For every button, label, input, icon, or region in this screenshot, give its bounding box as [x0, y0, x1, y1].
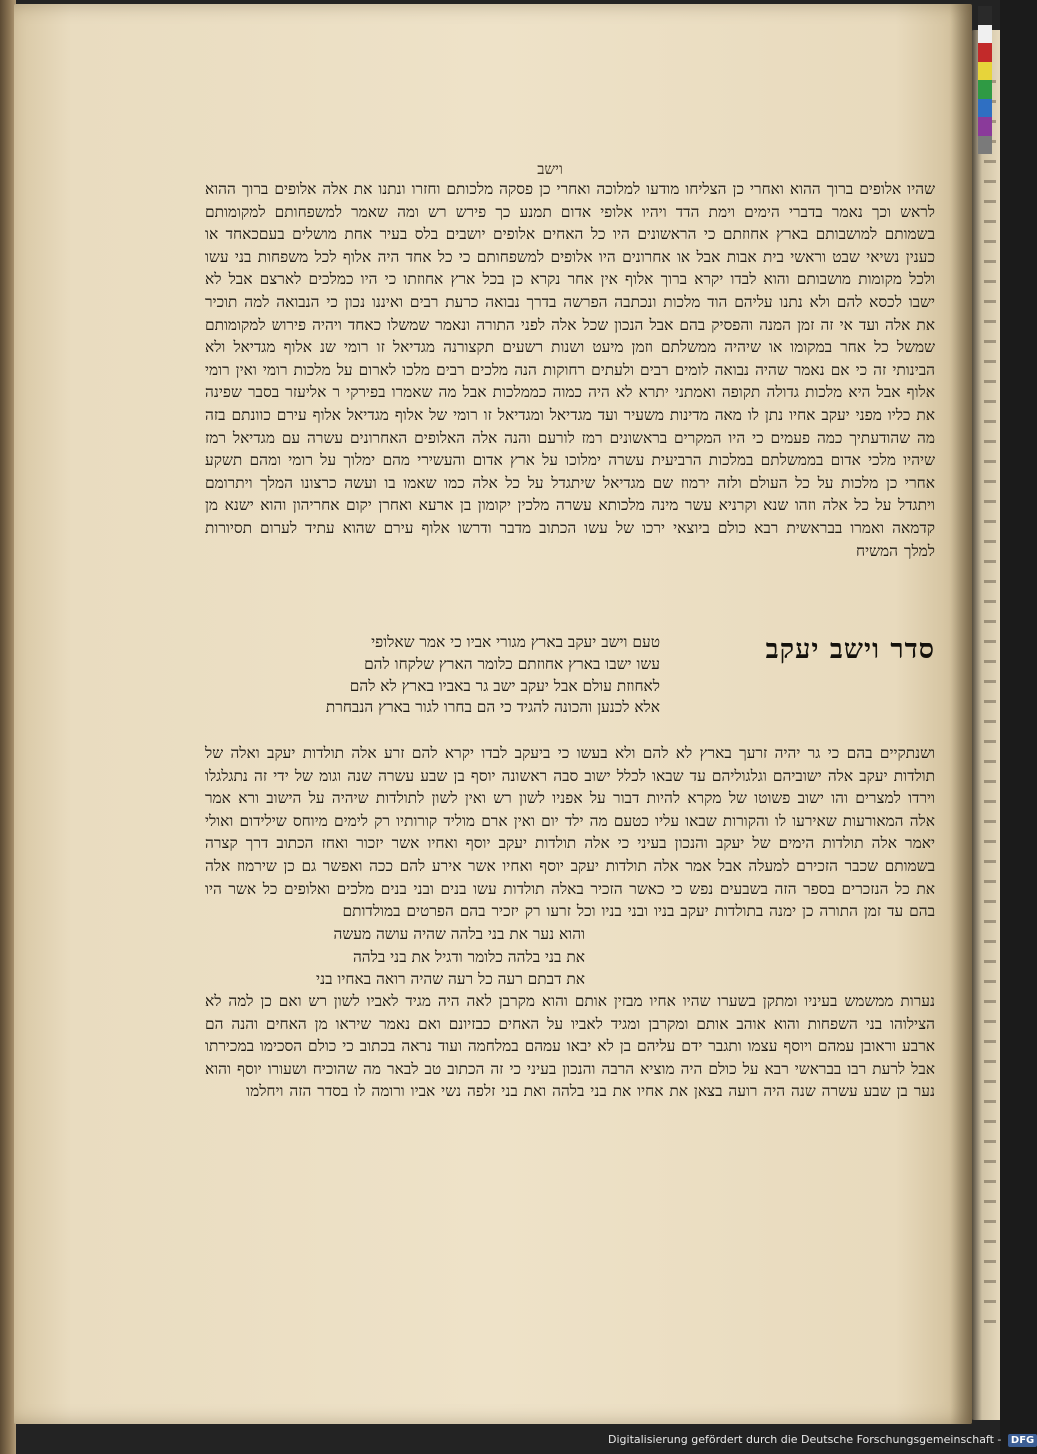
verse-line: עשו ישבו בארץ אחוזתם כלומר הארץ שלקחו להם [364, 654, 660, 673]
verse-lines-2 [205, 923, 585, 991]
dfg-logo: DFG [1008, 1434, 1037, 1447]
verse-line: את בני בלהה כלומר ודגיל את בני בלהה [352, 947, 585, 966]
credit-text: Digitalisierung gefördert durch die Deutsche Forschungsgemeinschaft - [608, 1433, 1002, 1446]
commentary-paragraph-1: שהיו אלופים ברוך ההוא ואחרי כן הצליחו מודעו למלוכה ואחרי כן פסקה מלכותם וחזרו ונתנו את אלה אלופים ברוך ההוא לראש וכך נאמר בדברי הימים וימת הדד ויהיו אלופי אדום תמנע כך פירש רש ומה שאמר למשפחותם למקומותם בשמותם למושבותם בארץ אחוזתם כי הראשונים היו כל האחים אלופים יושבים בלס בעיר אחת מושלים בעםכאחד או כענין נשיאי שבט וראשי בית אבות אבל או אחרונים היו אלופים למשפחותם כי כל אחד היה אלוף לכל משפחות בני עשו ולכל מקומות מושבותם והוא לבדו יקרא ברוך אלוף אין אחר נקרא כן בכל ארץ אחוזתו כי היו כמלכים לארצם אבל לא ישבו לכסא להם ולא נתנו עליהם הוד מלכות ונכתבה הפרשה בדרך נבואה כרעת רבים ואיננו נכון כי הנבואה למה תוכיר את אלה ועד אי זה זמן המנה והפסיק בהם אבל הנכון שכל אלה לפני התורה ונאמר שמשלו כאחד ויהיה פירוש למקומותם שמשל כל אחר במקומו או שיהיה ממשלתם וזמן מיעט ושנות רשעים תקצורנה מגדיאל זו רומי שנ אלוף מגדיאל ולא הבינותי זה כי אם נאמר שהיה נבואה לומים רבים ולעתים רחוקות הנה מלכים רבים מלכו לארום על מלכות רומי ואין רומי אלוף אבל היא מלכות גדולה תקופה ואמתני יתרא לא היה כמוה כממלכות אבל מה שאמרו בפירקי ר אליעזר בסבר שפינה את כליו מפני יעקב אחיו נתן לו מאה מדינות משעיר ועד מגדיאל ומגדיאל זו רומי של אלוף מגדיאל אלוף עירם כוונתם בזה מה שהודעתיך כמה פעמים כי היו המקרים בראשונים רמז לורעם והנה אלה האלופים האחרונים עשרה עם מגדיאל רמז שיהיו מלכי אדום בממשלתם במלכות הרביעית עשרה ימלוכו על ארץ אדום והעשירי מהם ימלוך על רומי ומהם תשקע אחרי כן מלכות על כל העולם ולזה ירמוז שם מגדיאל שיתגדל על כל אלה כמו שאמו בו ועשה כרצונו המלך ויתרומם ויתגדל על כל אלה וזהו שנא וקרניא עשר מינה מלכותא עשרה מלכין יקומון בן ארעא ואחרן יקום אחריהון והוא ישנא מן קדמאה ואמרו בבראשית רבא כולם ביוצאי ירכו של עשו הכתוב מדבר ודרשו אלוף עירם שהוא עתיד לערום תסיורות למלך המשיח [205, 180, 935, 560]
running-head: וישב [537, 160, 563, 178]
verse-lines [292, 632, 660, 719]
commentary-paragraph-2: ושנתקיים בהם כי גר יהיה זרעך בארץ לא להם ולא בעשו כי ביעקב לבדו יקרא להם זרע אלה תולדות יעקב ואלה של תולדות יעקב אלה ישוביהם וגלגוליהם עד שבאו לכלל ישוב סבה ראשונה יוסף בן שבע עשרה שנה וגומ של ידי זה נתגלגלו וירדו למצרים והו ישוב פשוטו של מקרא להיות דבור על אפניו לשון רש ואין לשון לתולדות שיהיה על הישוב ורא אמר אלה המאורעות שאירעו לו והקורות שבאו עליו כטעם מה ילד יום ואין ארם מוליד קורותיו רק לימים מיוחס שילידום ואולי יאמר אלה תולדות הימים של יעקב והנכון בעיני כי אלה תולדות יעקב יוסף ואחיו אשר יזכור ואחז הכתוב דרך קצרה בשמותם שכבר הזכירם למעלה אבל אמר אלה תולדות יעקב יוסף ואחיו אשר אירע להם ככה ואפשר גם כן שירמוז אלה את כל הנזכרים בספר הזה בשבעים נפש כי כאשר הזכיר באלה תולדות עשו בנים ובני בנים מלכים ואלופים כל אשר היו בהם עד זמן התורה כן ימנה בתולדות יעקב בניו ובני בניו וכל זרעו רק יזכיר בהם הפרטים במולדותם [205, 744, 935, 921]
gutter-shadow [950, 4, 972, 1424]
digitization-credit [608, 1432, 1035, 1448]
verse-line: טעם וישב יעקב בארץ מגורי אביו כי אמר שאלופי [371, 633, 660, 651]
verse-line: אלא לכנען והכונה להגיד כי הם בחרו לגור בארץ הנבחרת [325, 698, 660, 717]
sidra-heading: סדר וישב יעקב [765, 634, 935, 665]
color-calibration-strip [978, 6, 992, 154]
verse-line: לאחוזת עולם אבל יעקב ישב גר באביו בארץ לא להם [349, 676, 660, 695]
commentary-paragraph-3: נערות ממשמש בעיניו ומתקן בשערו שהיו אחיו מבזין אותם והוא מקרבן לאה היה מגיד לאביו לשון רש ואם כן למה לא הצילוהו בני השפחות והוא אוהב אותם ומקרבן ומגיד לאביו על האחים כבזיונם ואם נאמר שיראו מן האחים והנה הם ארבע וראובן עמהם ויוסף עצמו ותגבר ידם עליהם בן לא יבאו עמהם במלחמה ועוד נראה בכתוב כי כולם הסכימו במכירתו אבל לרעת רבו בבראשי רבא על כולם היה מוציא הרבה והנכון בעיני כי זה הכתוב טב לבאר מה שהוכיח ושעורו יוסף והוא נער בן שבע עשרה שנה היה רועה בצאן את אחיו את בני בלהה ואת בני זלפה נשי אביו ורומה לו בסדר הזה ויחלמו [205, 992, 935, 1101]
verse-line: והוא נער את בני בלהה שהיה עושה מעשה [333, 925, 585, 943]
next-page-text-edge [984, 80, 996, 1340]
verse-line: את דבתם רעה כל רעה שהיה רואה באחיו בני [316, 970, 585, 989]
